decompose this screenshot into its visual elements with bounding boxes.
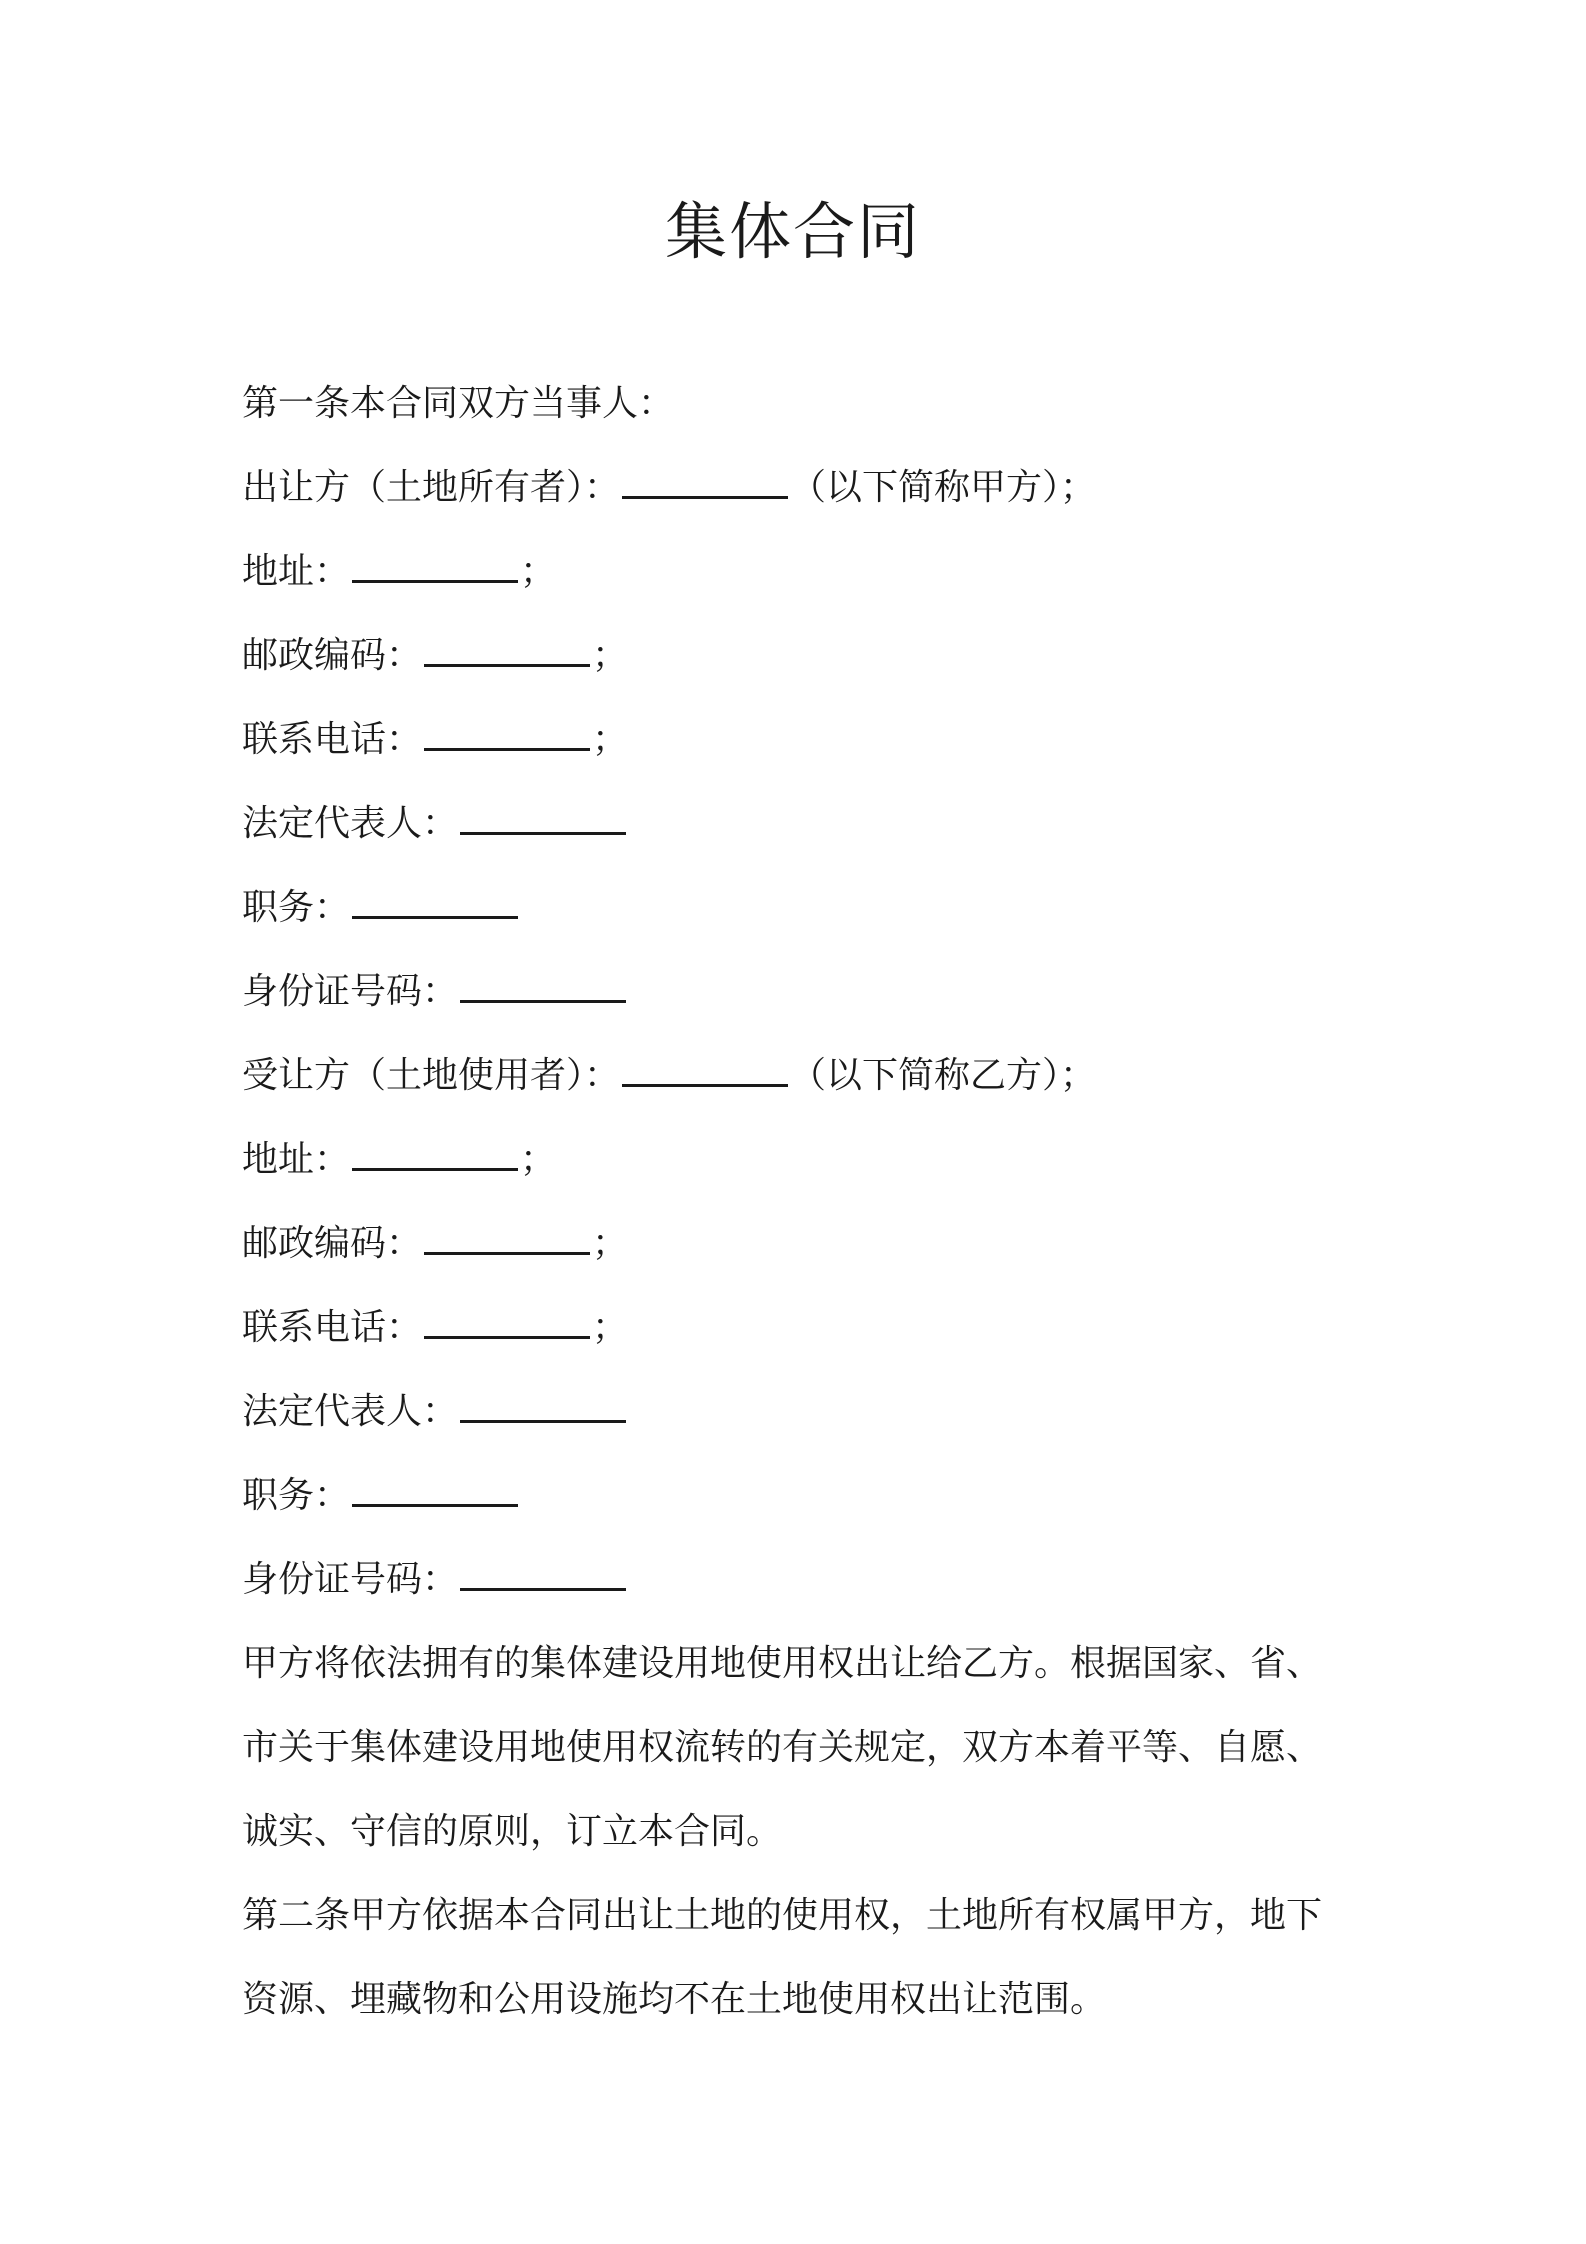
party-b-name-field[interactable]: [622, 1050, 788, 1087]
party-a-id-label: 身份证号码：: [242, 971, 459, 1012]
party-b-address-line: [242, 1118, 1352, 1202]
party-a-address-line: [242, 530, 1352, 614]
party-b-postcode-line: [242, 1202, 1352, 1286]
party-a-id-line: [242, 950, 1352, 1034]
party-b-legal-rep-line: [242, 1370, 1352, 1454]
party-a-position-field[interactable]: [352, 882, 518, 919]
preamble-line-2: 市关于集体建设用地使用权流转的有关规定，双方本着平等、自愿、: [242, 1727, 1323, 1768]
party-b-postcode-field[interactable]: [424, 1218, 590, 1255]
preamble-line-3: 诚实、守信的原则，订立本合同。: [242, 1811, 783, 1852]
party-a-phone-label: 联系电话：: [242, 719, 423, 760]
party-b-postcode-suffix: ；: [592, 1223, 629, 1264]
party-b-phone-line: [242, 1286, 1352, 1370]
party-a-address-suffix: ；: [520, 551, 557, 592]
party-a-phone-field[interactable]: [424, 714, 590, 751]
party-a-phone-line: [242, 698, 1352, 782]
party-b-transferee-suffix: （以下简称乙方）；: [790, 1055, 1097, 1096]
party-b-postcode-label: 邮政编码：: [242, 1223, 423, 1264]
party-a-address-field[interactable]: [352, 546, 518, 583]
party-a-postcode-label: 邮政编码：: [242, 635, 423, 676]
party-a-phone-suffix: ；: [592, 719, 629, 760]
party-b-transferee-line: [242, 1034, 1352, 1118]
party-b-legal-rep-field[interactable]: [460, 1386, 626, 1423]
party-a-transferor-line: [242, 446, 1352, 530]
contract-body: [242, 362, 1352, 2042]
party-a-name-field[interactable]: [622, 462, 788, 499]
article2-line-1: 第二条甲方依据本合同出让土地的使用权，土地所有权属甲方，地下: [242, 1895, 1323, 1936]
article1-heading: 第一条本合同双方当事人：: [242, 383, 675, 424]
party-b-phone-field[interactable]: [424, 1302, 590, 1339]
party-b-id-field[interactable]: [460, 1554, 626, 1591]
party-b-address-label: 地址：: [242, 1139, 351, 1180]
party-b-address-suffix: ；: [520, 1139, 557, 1180]
party-a-legal-rep-field[interactable]: [460, 798, 626, 835]
party-a-transferor-label: 出让方（土地所有者）：: [242, 467, 621, 508]
party-a-postcode-suffix: ；: [592, 635, 629, 676]
party-b-address-field[interactable]: [352, 1134, 518, 1171]
party-b-position-line: [242, 1454, 1352, 1538]
party-a-legal-rep-label: 法定代表人：: [242, 803, 459, 844]
party-b-transferee-label: 受让方（土地使用者）：: [242, 1055, 621, 1096]
document-title: 集体合同: [664, 195, 921, 268]
party-a-position-line: [242, 866, 1352, 950]
party-a-postcode-field[interactable]: [424, 630, 590, 667]
party-b-id-label: 身份证号码：: [242, 1559, 459, 1600]
preamble-line-1: 甲方将依法拥有的集体建设用地使用权出让给乙方。根据国家、省、: [242, 1643, 1323, 1684]
party-a-legal-rep-line: [242, 782, 1352, 866]
party-a-postcode-line: [242, 614, 1352, 698]
party-b-phone-label: 联系电话：: [242, 1307, 423, 1348]
party-b-legal-rep-label: 法定代表人：: [242, 1391, 459, 1432]
party-a-transferor-suffix: （以下简称甲方）；: [790, 467, 1097, 508]
article2-line-2: 资源、埋藏物和公用设施均不在土地使用权出让范围。: [242, 1979, 1107, 2020]
party-b-position-field[interactable]: [352, 1470, 518, 1507]
party-a-address-label: 地址：: [242, 551, 351, 592]
party-a-position-label: 职务：: [242, 887, 351, 928]
party-b-id-line: [242, 1538, 1352, 1622]
party-b-position-label: 职务：: [242, 1475, 351, 1516]
party-b-phone-suffix: ；: [592, 1307, 629, 1348]
party-a-id-field[interactable]: [460, 966, 626, 1003]
